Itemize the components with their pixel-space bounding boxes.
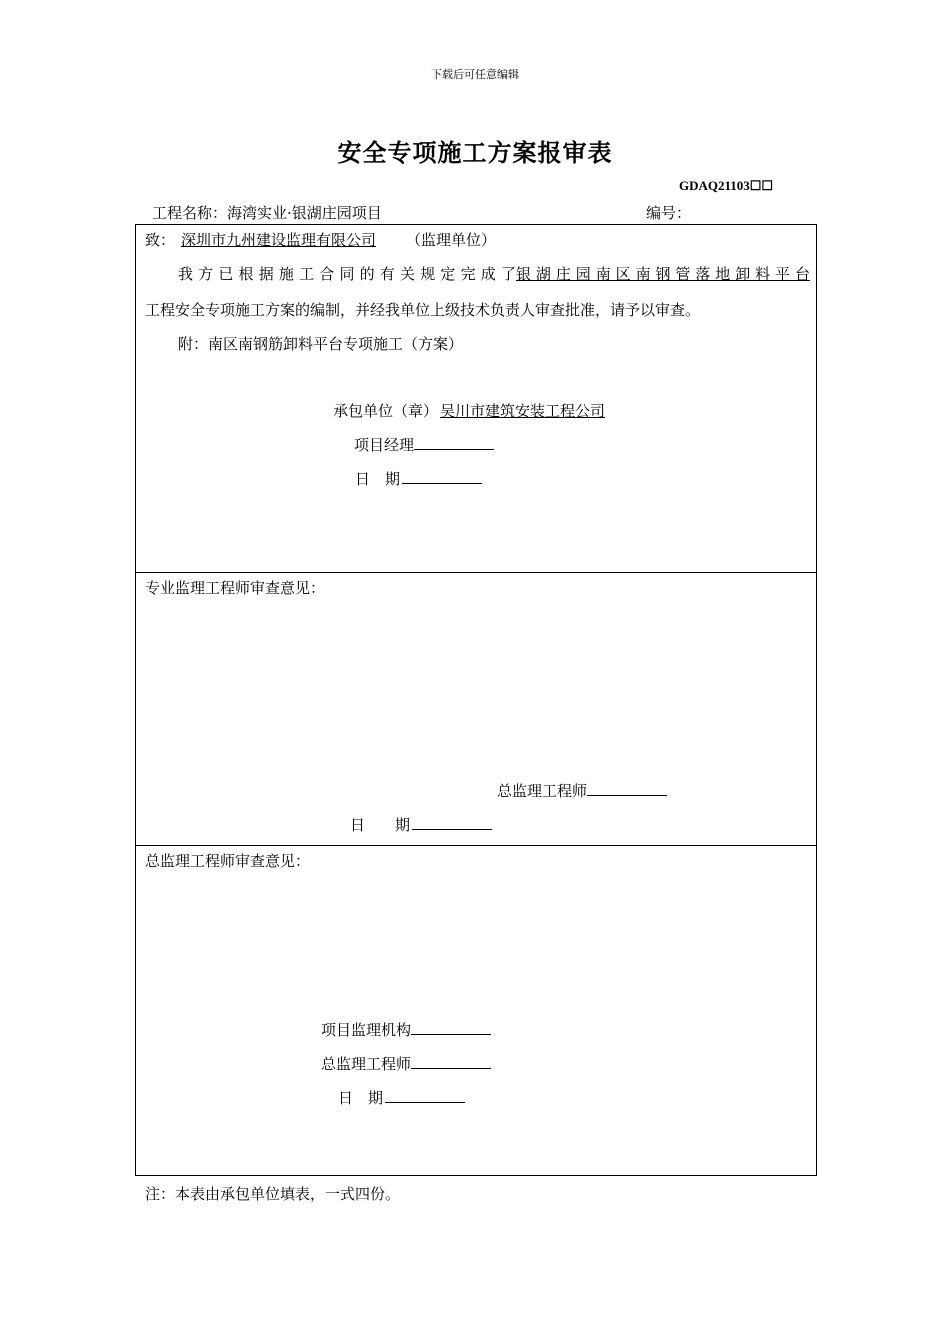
chief-label-3: 总监理工程师 [321, 1055, 412, 1073]
contractor-line [333, 400, 681, 421]
to-suffix: （监理单位） [406, 231, 497, 249]
form-number-label: 编号： [646, 204, 692, 222]
submission-section [136, 225, 816, 573]
date-blank-2[interactable] [412, 815, 492, 830]
chief-engineer-line-3 [321, 1053, 491, 1074]
statement-prefix: 我方已根据施工合同的有关规定完成了 [178, 265, 516, 283]
project-name: 工程名称：海湾实业·银湖庄园项目 [152, 204, 382, 222]
contractor-name: 吴川市建筑安装工程公司 [440, 402, 606, 420]
statement-project: 银湖庄园南区南钢管落地卸料平台 [516, 265, 810, 283]
approval-form-table [135, 224, 817, 1176]
addressee-line [145, 229, 496, 250]
chief-label-2: 总监理工程师 [497, 782, 588, 800]
attachment-line: 附：南区南钢筋卸料平台专项施工（方案） [178, 335, 464, 353]
date-line-3 [338, 1087, 465, 1108]
date-label-1: 日 期 [355, 470, 401, 488]
org-label: 项目监理机构 [321, 1021, 412, 1039]
chief-engineer-line-2 [497, 780, 667, 801]
header-note: 下载后可任意编辑 [431, 68, 519, 81]
to-prefix: 致： [145, 231, 176, 249]
pm-label: 项目经理 [354, 436, 415, 454]
org-signature-blank[interactable] [411, 1020, 491, 1035]
chief-signature-blank-3[interactable] [411, 1054, 491, 1069]
form-code: GDAQ21103☐☐ [679, 178, 774, 193]
page-title: 安全专项施工方案报审表 [337, 138, 613, 167]
supervision-unit-name: 深圳市九州建设监理有限公司 [181, 231, 377, 249]
project-manager-line [354, 434, 494, 455]
contractor-label: 承包单位（章） [333, 402, 439, 420]
chief-review-heading: 总监理工程师审查意见： [145, 852, 311, 870]
specialist-review-heading: 专业监理工程师审查意见： [145, 579, 326, 597]
supervision-org-line [321, 1019, 491, 1040]
specialist-review-section [136, 573, 816, 846]
chief-signature-blank-2[interactable] [587, 781, 667, 796]
date-blank-3[interactable] [385, 1088, 465, 1103]
chief-review-section [136, 846, 816, 1177]
date-label-3: 日 期 [338, 1089, 384, 1107]
statement-line-1 [178, 263, 810, 284]
date-label-2: 日 期 [350, 816, 411, 834]
date-line-2 [350, 814, 492, 835]
statement-line-2: 工程安全专项施工方案的编制，并经我单位上级技术负责人审查批准，请予以审查。 [145, 301, 701, 319]
date-blank-1[interactable] [402, 469, 482, 484]
footnote: 注：本表由承包单位填表，一式四份。 [145, 1185, 401, 1203]
pm-signature-blank[interactable] [414, 435, 494, 450]
date-line-1 [355, 468, 482, 489]
